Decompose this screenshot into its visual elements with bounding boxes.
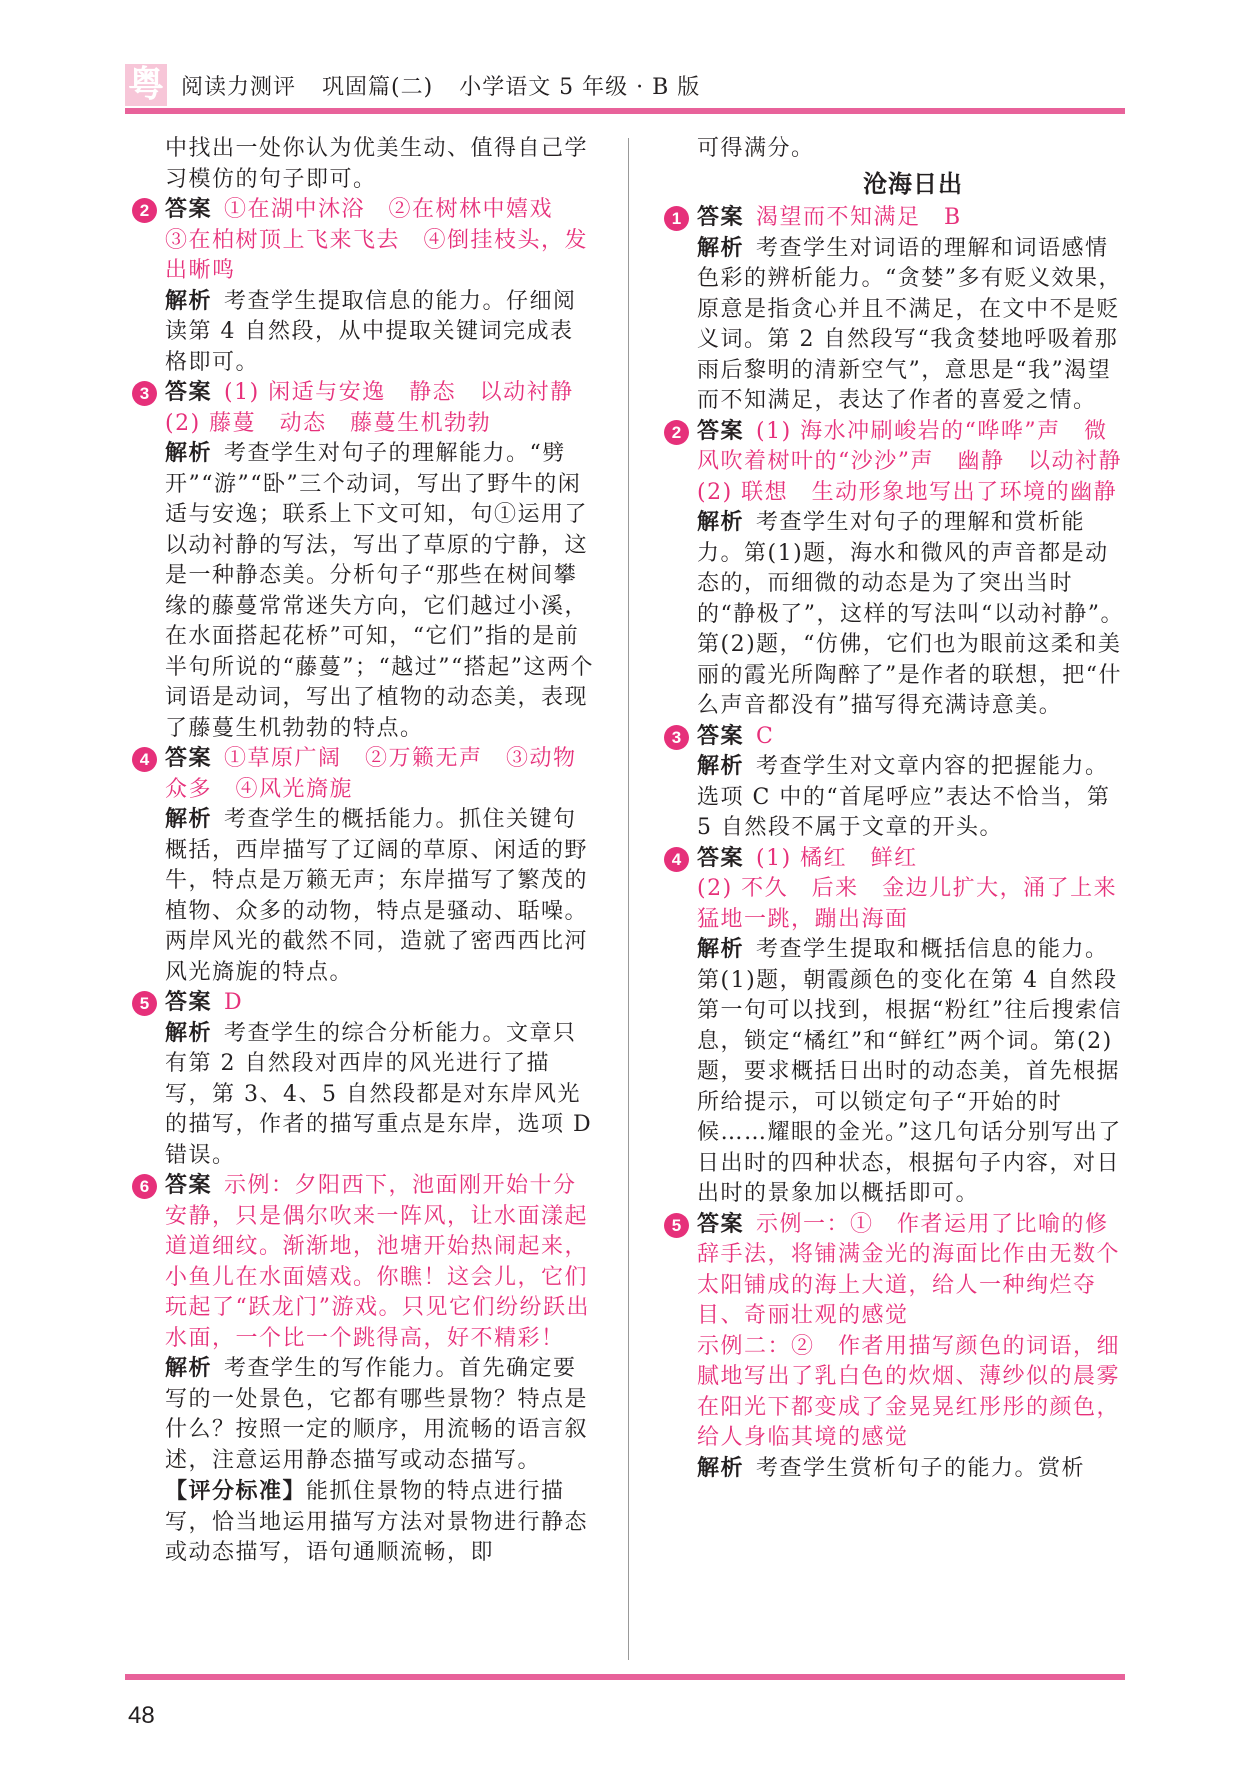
answer-label: 答案 [165,990,213,1015]
question-number: 4 [132,747,157,772]
question-3 [671,722,1129,844]
answer-label: 答案 [165,380,213,405]
question-number: 5 [132,991,157,1016]
answer-text: C [756,723,775,749]
continued-text: 可得满分。 [697,136,815,161]
question-number: 6 [132,1174,157,1199]
question-2 [671,417,1129,722]
analysis-label: 解析 [165,807,213,832]
analysis-label: 解析 [165,288,213,314]
analysis-text: 考查学生赏析句子的能力。赏析 [756,1455,1086,1481]
answer-text: ①在湖中沐浴 ②在树林中嬉戏 ③在柏树顶上飞来飞去 ④倒挂枝头，发出晰鸣 [165,197,589,283]
answer-label: 答案 [165,197,213,222]
analysis-label: 解析 [697,510,745,535]
answer-label: 答案 [697,418,745,444]
question-number: 4 [664,847,689,872]
question-4 [139,744,595,988]
analysis-label: 解析 [165,1356,213,1381]
analysis-text: 考查学生对文章内容的把握能力。选项 C 中的“首尾呼应”表达不恰当，第 5 自然段不属于文章的开头。 [697,754,1111,840]
section-title: 沧海日出 [863,169,963,198]
right-column [671,134,1141,1484]
analysis-label: 解析 [697,754,745,779]
header-subject: 小学语文 5 年级 · B 版 [459,75,701,100]
analysis-text: 考查学生的写作能力。首先确定要写的一处景色，它都有哪些景物？特点是什么？按照一定的顺序，用流畅的语言叙述，注意运用静态描写或动态描写。 [165,1356,589,1473]
answer-text-2: (2) 联想 生动形象地写出了环境的幽静 [697,479,1118,505]
series-badge: 粤 [125,64,167,106]
analysis-label: 解析 [697,937,745,962]
continued-text: 中找出一处你认为优美生动、值得自己学习模仿的句子即可。 [165,136,589,192]
answer-label: 答案 [697,1211,745,1237]
header-title [181,70,726,101]
analysis-text: 考查学生提取信息的能力。仔细阅读第 4 自然段，从中提取关键词完成表格即可。 [165,288,577,375]
analysis-text: 考查学生的概括能力。抓住关键句概括，西岸描写了辽阔的草原、闲适的野牛，特点是万籁无声；东岸描写了繁茂的植物、众多的动物，特点是骚动、聒噪。两岸风光的截然不同，造就了密西西比河风光旖旎的特点。 [165,807,589,985]
question-number: 2 [664,420,689,445]
page-header [125,64,1125,114]
question-2 [139,195,595,378]
analysis-text: 考查学生对句子的理解和赏析能力。第(1)题，海水和微风的声音都是动态的，而细微的动态是为了突出当时的“静极了”，这样的写法叫“以动衬静”。第(2)题，“仿佛，它们也为眼前这柔和美丽的霞光所陶醉了”是作者的联想，把“什么声音都没有”描写得充满诗意美。 [697,510,1124,718]
scoring-text: 能抓住景物的特点进行描写，恰当地运用描写方法对景物进行静态或动态描写，语句通顺流畅，即 [165,1479,589,1565]
answer-label: 答案 [165,1173,213,1198]
answer-text: 示例一：① 作者运用了比喻的修辞手法，将铺满金光的海面比作由无数个太阳铺成的海上大道，给人一种绚烂夺目、奇丽壮观的感觉 [697,1211,1121,1328]
answer-text: D [224,990,244,1015]
answer-text: 示例：夕阳西下，池面刚开始十分安静，只是偶尔吹来一阵风，让水面漾起道道细纹。渐渐地，池塘开始热闹起来，小鱼儿在水面嬉戏。你瞧！这会儿，它们玩起了“跃龙门”游戏。只见它们纷纷跃出水面，一个比一个跳得高，好不精彩！ [165,1173,590,1351]
answer-label: 答案 [697,723,745,749]
analysis-label: 解析 [165,1020,213,1046]
header-volume: 巩固篇(二) [322,75,434,100]
page-number: 48 [128,1702,155,1729]
scoring-label: 【评分标准】 [165,1478,307,1504]
analysis-label: 解析 [697,235,745,261]
analysis-text: 考查学生的综合分析能力。文章只有第 2 自然段对西岸的风光进行了描写，第 3、4、5 自然段都是对东岸风光的描写，作者的描写重点是东岸，选项 D 错误。 [165,1020,593,1168]
answer-text: (1) 橘红 鲜红 [756,845,918,871]
answer-label: 答案 [165,746,213,771]
question-5 [671,1210,1129,1485]
question-number: 3 [132,381,157,406]
question-number: 2 [132,198,157,223]
question-1 [671,203,1129,417]
answer-label: 答案 [697,845,745,871]
left-column [139,134,595,1569]
header-rule [125,108,1125,114]
question-number: 3 [664,725,689,750]
analysis-text: 考查学生对句子的理解能力。“劈开”“游”“卧”三个动词，写出了野牛的闲适与安逸；联系上下文可知，句①运用了以动衬静的写法，写出了草原的宁静，这是一种静态美。分析句子“那些在树间攀缘的藤蔓常常迷失方向，它们越过小溪，在水面搭起花桥”可知，“它们”指的是前半句所说的“藤蔓”；“越过”“搭起”这两个词语是动词，写出了植物的动态美，表现了藤蔓生机勃勃的特点。 [165,441,594,741]
question-5 [139,988,595,1171]
answer-text-2: (2) 藤蔓 动态 藤蔓生机勃勃 [165,410,492,436]
answer-text: (1) 海水冲刷峻岩的“哗哗”声 微风吹着树叶的“沙沙”声 幽静 以动衬静 [697,418,1122,474]
answer-label: 答案 [697,205,745,230]
question-3 [139,378,595,744]
header-series: 阅读力测评 [181,75,297,100]
answer-text: 渴望而不知满足 B [756,205,962,230]
analysis-text: 考查学生提取和概括信息的能力。第(1)题，朝霞颜色的变化在第 4 自然段第一句可以找到，根据“粉红”往后搜索信息，锁定“橘红”和“鲜红”两个词。第(2)题，要求概括日出时的动态美，首先根据所给提示，可以锁定句子“开始的时候……耀眼的金光。”这几句话分别写出了日出时的四种状态，根据句子内容，对日出时的景象加以概括即可。 [697,937,1122,1206]
answer-text-2: 示例二：② 作者用描写颜色的词语，细腻地写出了乳白色的炊烟、薄纱似的晨雾在阳光下都变成了金晃晃红彤彤的颜色，给人身临其境的感觉 [697,1333,1121,1450]
answer-text: (1) 闲适与安逸 静态 以动衬静 [224,380,574,405]
answer-text: ①草原广阔 ②万籁无声 ③动物众多 ④风光旖旎 [165,746,577,802]
answer-text-2: (2) 不久 后来 金边儿扩大，涌了上来 猛地一跳，蹦出海面 [697,876,1141,932]
footer-rule [125,1674,1125,1680]
question-number: 5 [664,1213,689,1238]
question-6 [139,1171,595,1569]
question-4 [671,844,1141,1210]
analysis-label: 解析 [697,1455,745,1481]
analysis-text: 考查学生对词语的理解和词语感情色彩的辨析能力。“贪婪”多有贬义效果，原意是指贪心并且不满足，在文中不是贬义词。第 2 自然段写“我贪婪地呼吸着那雨后黎明的清新空气”，意思是“我”渴望而不知满足，表达了作者的喜爱之情。 [697,235,1122,413]
question-number: 1 [664,206,689,231]
analysis-label: 解析 [165,441,213,466]
column-divider [628,138,629,1660]
